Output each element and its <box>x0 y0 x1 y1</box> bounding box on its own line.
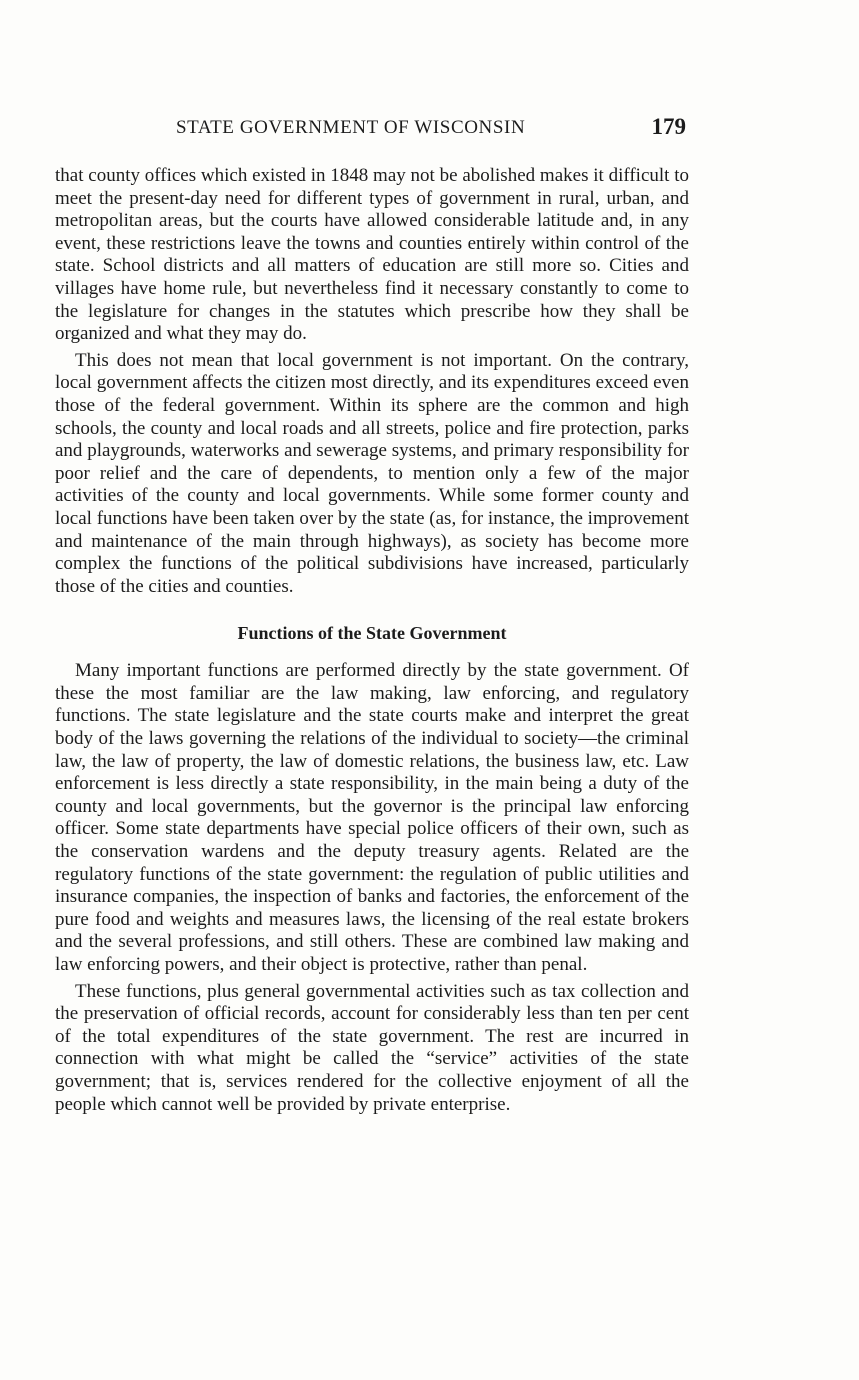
page-number: 179 <box>651 114 686 139</box>
paragraph-service-activities: These functions, plus general governmental activities such as tax collection and the preservation of official records, account for considerably less than ten per cent of the total expenditures of the state government. The rest are incurred in connection with what might be called the “service” activities of the state government; that is, services rendered for the collective enjoyment of all the people which cannot well be provided by private enterprise. <box>55 980 689 1115</box>
paragraph-local-government: This does not mean that local government is not important. On the contrary, local government affects the citizen most directly, and its expenditures exceed even those of the federal government. Within its sphere are the common and high schools, the county and local roads and all streets, police and fire protection, parks and playgrounds, waterworks and sewerage systems, and primary responsibility for poor relief and the care of dependents, to mention only a few of the major activities of the county and local governments. While some former county and local functions have been taken over by the state (as, for instance, the improvement and maintenance of the main through highways), as society has become more complex the functions of the political subdivisions have increased, particularly those of the cities and counties. <box>55 349 689 597</box>
body-text <box>55 165 689 1116</box>
running-title: STATE GOVERNMENT OF WISCONSIN <box>176 117 526 138</box>
section-heading: Functions of the State Government <box>237 623 507 644</box>
paragraph-continued: that county offices which existed in 1848 may not be abolished makes it difficult to meet the present-day need for different types of government in rural, urban, and metropolitan areas, but the courts have allowed considerable latitude and, in any event, these restrictions leave the towns and counties entirely within control of the state. School districts and all matters of education are still more so. Cities and villages have home rule, but nevertheless find it necessary constantly to come to the legislature for changes in the statutes which prescribe how they shall be organized and what they may do. <box>55 165 689 345</box>
paragraph-state-functions: Many important functions are performed directly by the state government. Of these the most familiar are the law making, law enforcing, and regulatory functions. The state legislature and the state courts make and interpret the great body of the laws governing the relations of the individual to society—the criminal law, the law of property, the law of domestic relations, the business law, etc. Law enforcement is less directly a state responsibility, in the main being a duty of the county and local governments, but the governor is the principal law enforcing officer. Some state departments have special police officers of their own, such as the conservation wardens and the deputy treasury agents. Related are the regulatory functions of the state government: the regulation of public utilities and insurance companies, the inspection of banks and factories, the enforcement of the pure food and weights and measures laws, the licensing of the real estate brokers and the several professions, and still others. These are combined law making and law enforcing powers, and their object is protective, rather than penal. <box>55 660 689 975</box>
running-header <box>56 116 690 142</box>
